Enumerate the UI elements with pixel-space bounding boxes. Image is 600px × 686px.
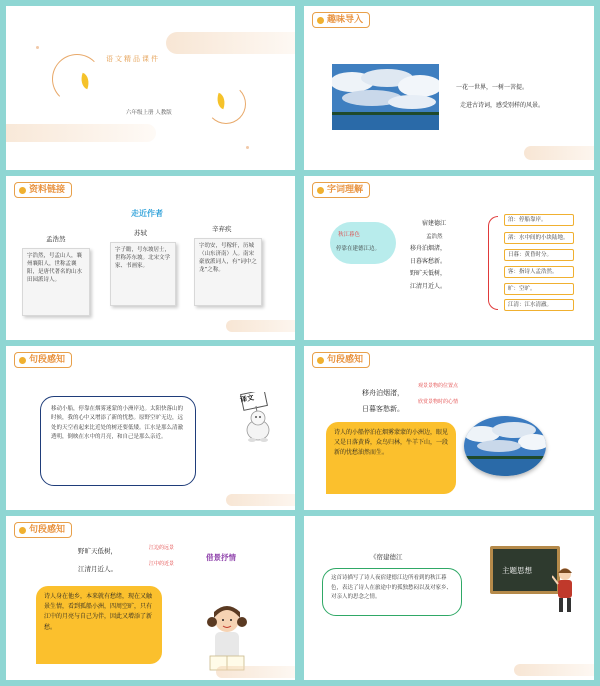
- explanation-box: 诗人的小船停泊在烟雾蒙蒙的小洲边，眼见又是日落黄昏，众鸟归林，牛羊下山，一段新的忧愁油然而生。: [326, 422, 456, 494]
- poem-title: 《宿建德江: [370, 553, 403, 561]
- bullet-icon: [317, 357, 324, 364]
- section-header: 句段感知: [312, 352, 370, 368]
- intro-line-1: 一花一世界，一树一菩提。: [456, 84, 529, 91]
- decor-arc: [52, 54, 102, 104]
- technique-label: 借景抒情: [206, 553, 236, 562]
- slide-7-analysis[interactable]: [6, 516, 295, 680]
- slide-1-title[interactable]: [6, 6, 295, 170]
- poem-line: 日暮客愁新。: [362, 405, 404, 413]
- annotation-note: 江中的近景: [149, 561, 175, 567]
- sparkle-decor: [36, 46, 39, 49]
- bullet-icon: [19, 527, 26, 534]
- sky-lake-oval-photo: [464, 416, 546, 476]
- course-title: 语文精品课件: [106, 55, 160, 63]
- teacher-icon: [552, 566, 578, 614]
- author-card: 字幼安，号稼轩，历城（山东济南）人。南宋豪放派词人，有“词中之龙”之称。: [194, 238, 262, 306]
- slide-5-translation[interactable]: [6, 346, 295, 510]
- definition-box: 渚：水中间的小块陆地。: [504, 232, 574, 244]
- poem-line: 移舟泊烟渚，: [362, 389, 404, 397]
- slide-4-words[interactable]: [304, 176, 594, 340]
- decor-wave: [6, 124, 156, 142]
- section-header: 资料链接: [14, 182, 72, 198]
- decor-wave: [514, 664, 594, 676]
- definition-box: 日暮：黄昏时分。: [504, 249, 574, 261]
- author-card: 字浩然，号孟山人，襄州襄阳人，世称孟襄阳，是唐代著名的山水田园派诗人。: [22, 248, 90, 316]
- course-subtitle: 六年级上册 人教版: [126, 110, 172, 116]
- decor-wave: [226, 320, 295, 332]
- author-name: 孟浩然: [46, 235, 66, 243]
- poem-text: 宿建德江 孟浩然 移舟泊烟渚， 日暮客愁新。 野旷天低树， 江清月近人。: [410, 220, 447, 290]
- explanation-box: 诗人身在他乡，本来就有愁绪，现在又触景生情，看到孤船小洲，四周空旷，只有江中的月亮与自己为伴，因此又增添了新愁。: [36, 586, 162, 664]
- sign-text: 译文: [239, 393, 255, 405]
- slide-2-intro[interactable]: [304, 6, 594, 170]
- section-header: 句段感知: [14, 522, 72, 538]
- translation-box: 移动小船，停靠在烟雾迷蒙的小洲岸边。太阳快落山的时候，我的心中又增添了新的忧愁。原野空旷无边，远处的天空看起来比近处的树还要低矮。江水是那么清澈透明，倒映在水中的月亮，和自己是那么亲近。: [40, 396, 196, 486]
- decor-wave: [216, 666, 295, 678]
- decor-arc: [206, 84, 246, 124]
- annotation-note: 江边的远景: [149, 545, 175, 551]
- chalkboard: [490, 546, 560, 594]
- slide-6-analysis[interactable]: [304, 346, 594, 510]
- annotation-note: 观景景物的位置点: [418, 383, 459, 389]
- section-header: 趣味导入: [312, 12, 370, 28]
- sky-lake-photo: [332, 64, 439, 130]
- decor-wave: [226, 494, 295, 506]
- bullet-icon: [19, 187, 26, 194]
- annotation-note: 欣赏景物时的心情: [418, 399, 459, 405]
- bullet-icon: [19, 357, 26, 364]
- author-card: 字子瞻，号东坡居士，世称苏东坡。北宋文学家、书画家。: [110, 242, 176, 306]
- section-header: 句段感知: [14, 352, 72, 368]
- section-header: 字词理解: [312, 182, 370, 198]
- definition-box: 泊：停船靠岸。: [504, 214, 574, 226]
- slide-8-theme[interactable]: [304, 516, 594, 680]
- theme-box: 这首诗描写了诗人夜宿建德江边所看到的秋江暮色，表达了诗人在旅途中的孤独愁闷以及对家乡、对亲人的思念之情。: [322, 568, 462, 616]
- authors-title: 走近作者: [131, 209, 163, 218]
- definition-box: 客：指诗人孟浩然。: [504, 266, 574, 278]
- slide-3-authors[interactable]: [6, 176, 295, 340]
- definition-box: 旷：空旷。: [504, 283, 574, 295]
- bullet-icon: [317, 17, 324, 24]
- decor-wave: [166, 32, 295, 54]
- thought-cloud: 秋江暮色 停靠在建德江边。: [330, 222, 396, 264]
- definition-bracket: [488, 216, 498, 310]
- decor-wave: [524, 146, 594, 160]
- intro-line-2: 走进古诗词，感受别样的风景。: [460, 102, 545, 109]
- bullet-icon: [317, 187, 324, 194]
- author-name: 苏轼: [134, 229, 147, 237]
- definition-box: 江清：江水清澈。: [504, 299, 574, 311]
- author-name: 辛弃疾: [212, 225, 232, 233]
- sky-lake-photo: [464, 416, 546, 476]
- board-text: 主题思想: [502, 566, 532, 575]
- poem-line: 野旷天低树，: [78, 547, 117, 555]
- poem-line: 江清月近人。: [78, 565, 117, 573]
- sparkle-decor: [246, 146, 249, 149]
